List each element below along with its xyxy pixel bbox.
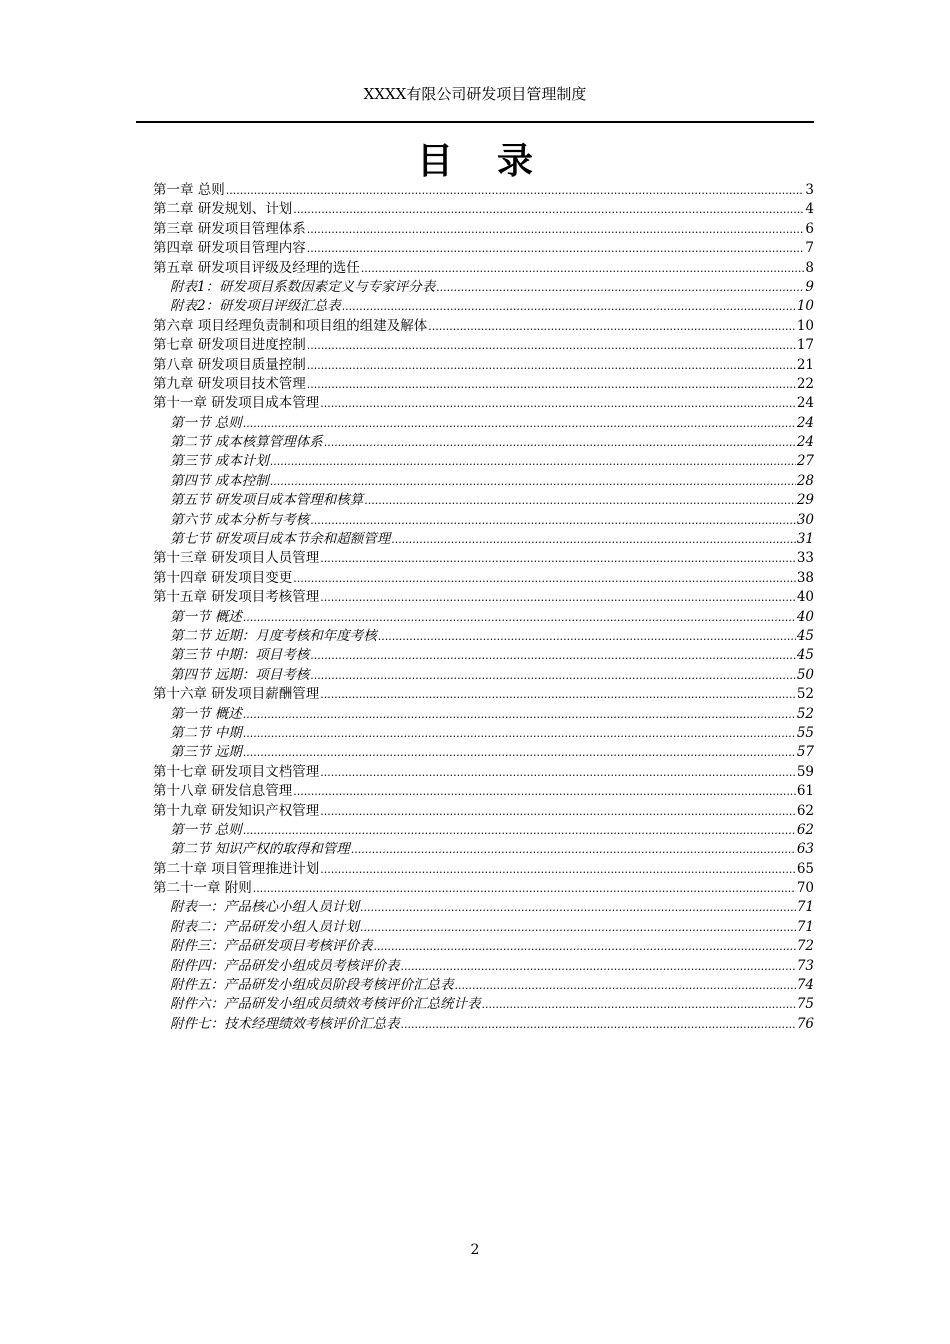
toc-entry-page: 70 <box>796 880 814 897</box>
toc-entry-page: 45 <box>796 627 814 644</box>
toc-entry-label: 第五章 研发项目评级及经理的选任 <box>153 259 360 276</box>
toc-entry[interactable] <box>153 957 814 976</box>
toc-entry-label: 第一节 总则 <box>170 821 242 838</box>
toc-leader-dots <box>391 530 796 549</box>
toc-leader-dots <box>293 200 804 219</box>
toc-leader-dots <box>320 860 796 879</box>
toc-entry-label: 第一节 概述 <box>170 608 242 625</box>
toc-entry-label: 附表1：研发项目系数因素定义与专家评分表 <box>170 278 436 295</box>
toc-entry[interactable] <box>153 356 814 375</box>
toc-leader-dots <box>428 317 796 336</box>
toc-entry[interactable] <box>153 259 814 278</box>
toc-entry[interactable] <box>153 181 814 200</box>
toc-entry-page: 38 <box>796 569 814 586</box>
toc-entry-page: 65 <box>796 860 814 877</box>
toc-leader-dots <box>293 782 796 801</box>
toc-entry-label: 第七节 研发项目成本节余和超额管理 <box>170 531 391 548</box>
toc-entry[interactable] <box>153 802 814 821</box>
toc-entry[interactable] <box>153 239 814 258</box>
toc-leader-dots <box>243 414 796 433</box>
toc-entry[interactable] <box>153 724 814 743</box>
toc-entry[interactable] <box>153 840 814 859</box>
toc-entry[interactable] <box>153 879 814 898</box>
toc-entry-page: 29 <box>796 492 814 509</box>
toc-entry-page: 4 <box>805 201 814 218</box>
toc-entry-page: 57 <box>796 744 814 761</box>
toc-title: 目录 <box>416 141 577 182</box>
toc-leader-dots <box>320 763 796 782</box>
toc-leader-dots <box>307 356 796 375</box>
toc-entry[interactable] <box>153 220 814 239</box>
toc-leader-dots <box>361 259 805 278</box>
toc-entry-page: 76 <box>796 1015 814 1032</box>
toc-entry-page: 50 <box>796 666 814 683</box>
toc-entry-page: 63 <box>796 841 814 858</box>
toc-entry-label: 附件五：产品研发小组成员阶段考核评价汇总表 <box>170 977 454 994</box>
toc-entry-page: 52 <box>796 705 814 722</box>
toc-entry[interactable] <box>153 200 814 219</box>
toc-entry-label: 第四节 远期：项目考核 <box>170 666 310 683</box>
toc-entry-page: 24 <box>796 414 814 431</box>
toc-entry-label: 第一章 总则 <box>153 182 225 198</box>
toc-entry-label: 第十四章 研发项目变更 <box>153 569 293 586</box>
toc-entry[interactable] <box>153 705 814 724</box>
toc-entry-page: 7 <box>805 240 814 257</box>
toc-entry[interactable] <box>153 394 814 413</box>
toc-entry-page: 62 <box>796 821 814 838</box>
toc-entry-label: 第十五章 研发项目考核管理 <box>153 589 320 606</box>
toc-entry[interactable] <box>153 976 814 995</box>
toc-leader-dots <box>307 336 796 355</box>
toc-entry-label: 第十八章 研发信息管理 <box>153 783 293 800</box>
toc-entry-page: 24 <box>796 395 814 412</box>
toc-entry-label: 附件四：产品研发小组成员考核评价表 <box>170 957 400 974</box>
toc-leader-dots <box>307 239 805 258</box>
toc-leader-dots <box>310 666 796 685</box>
toc-leader-dots <box>351 840 796 859</box>
toc-leader-dots <box>270 472 796 491</box>
toc-leader-dots <box>243 724 796 743</box>
toc-entry-label: 第二节 知识产权的取得和管理 <box>170 841 350 858</box>
toc-entry[interactable] <box>153 646 814 665</box>
toc-leader-dots <box>270 452 796 471</box>
toc-entry-page: 10 <box>796 298 814 315</box>
toc-entry-label: 第十七章 研发项目文档管理 <box>153 763 320 780</box>
toc-entry-page: 74 <box>796 977 814 994</box>
toc-entry-page: 17 <box>796 337 814 354</box>
toc-entry[interactable] <box>153 336 814 355</box>
toc-leader-dots <box>243 608 796 627</box>
toc-entry-page: 24 <box>796 434 814 451</box>
toc-leader-dots <box>401 1015 796 1034</box>
toc-leader-dots <box>307 220 805 239</box>
toc-entry[interactable] <box>153 666 814 685</box>
toc-entry[interactable] <box>153 452 814 471</box>
toc-entry[interactable] <box>153 918 814 937</box>
toc-entry-label: 第一节 概述 <box>170 705 242 722</box>
toc-entry-label: 附表一：产品核心小组人员计划 <box>170 899 359 916</box>
toc-entry-label: 第三章 研发项目管理体系 <box>153 220 306 237</box>
toc-leader-dots <box>360 898 796 917</box>
toc-entry-label: 第二节 中期 <box>170 724 242 741</box>
toc-entry[interactable] <box>153 821 814 840</box>
toc-entry-page: 27 <box>796 453 814 470</box>
toc-entry[interactable] <box>153 511 814 530</box>
toc-entry[interactable] <box>153 743 814 762</box>
toc-leader-dots <box>253 879 796 898</box>
toc-entry-page: 62 <box>796 802 814 819</box>
toc-entry-label: 第十一章 研发项目成本管理 <box>153 395 320 412</box>
toc-entry-label: 第十六章 研发项目薪酬管理 <box>153 686 320 703</box>
toc-leader-dots <box>320 685 796 704</box>
toc-entry-page: 31 <box>796 531 814 548</box>
toc-entry-label: 第六节 成本分析与考核 <box>170 511 310 528</box>
toc-entry-page: 52 <box>796 686 814 703</box>
toc-entry-label: 第三节 远期 <box>170 744 242 761</box>
page-number: 2 <box>470 1242 480 1258</box>
toc-leader-dots <box>455 976 796 995</box>
toc-leader-dots <box>374 937 796 956</box>
toc-entry-label: 第二十一章 附则 <box>153 880 252 897</box>
toc-leader-dots <box>482 995 796 1014</box>
toc-entry-page: 71 <box>796 918 814 935</box>
toc-leader-dots <box>307 375 796 394</box>
toc-entry-label: 第六章 项目经理负责制和项目组的组建及解体 <box>153 317 428 334</box>
toc-entry-page: 3 <box>805 182 814 198</box>
toc-entry[interactable] <box>153 549 814 568</box>
toc-entry-label: 第二节 成本核算管理体系 <box>170 434 323 451</box>
toc-leader-dots <box>243 821 796 840</box>
page-header: XXXX有限公司研发项目管理制度 <box>363 85 587 103</box>
toc-entry-page: 10 <box>796 317 814 334</box>
toc-leader-dots <box>360 918 796 937</box>
toc-entry-page: 6 <box>805 220 814 237</box>
toc-entry-page: 55 <box>796 724 814 741</box>
toc-leader-dots <box>320 588 796 607</box>
toc-entry-page: 59 <box>796 763 814 780</box>
toc-leader-dots <box>364 491 796 510</box>
toc-leader-dots <box>320 549 796 568</box>
toc-leader-dots <box>401 957 796 976</box>
toc-entry[interactable] <box>153 685 814 704</box>
toc-leader-dots <box>226 181 805 200</box>
toc-entry[interactable] <box>153 530 814 549</box>
toc-leader-dots <box>324 433 796 452</box>
header-divider <box>136 121 814 123</box>
toc-entry-label: 第十九章 研发知识产权管理 <box>153 802 320 819</box>
toc-entry[interactable] <box>153 414 814 433</box>
toc-entry-label: 第十三章 研发项目人员管理 <box>153 550 320 567</box>
toc-leader-dots <box>342 297 796 316</box>
toc-entry-label: 第七章 研发项目进度控制 <box>153 337 306 354</box>
toc-entry[interactable] <box>153 472 814 491</box>
toc-entry[interactable] <box>153 433 814 452</box>
toc-entry[interactable] <box>153 317 814 336</box>
toc-entry[interactable] <box>153 937 814 956</box>
toc-entry-page: 8 <box>805 259 814 276</box>
toc-entry-page: 61 <box>796 783 814 800</box>
toc-entry[interactable] <box>153 297 814 316</box>
toc-leader-dots <box>310 646 796 665</box>
toc-entry-page: 40 <box>796 608 814 625</box>
toc-entry-label: 第五节 研发项目成本管理和核算 <box>170 492 364 509</box>
toc-leader-dots <box>320 802 796 821</box>
toc-entry-label: 第四节 成本控制 <box>170 472 269 489</box>
toc-entry-label: 第八章 研发项目质量控制 <box>153 356 306 373</box>
toc-leader-dots <box>320 394 796 413</box>
toc-entry-label: 附件三：产品研发项目考核评价表 <box>170 938 373 955</box>
toc-entry-label: 附件七：技术经理绩效考核评价汇总表 <box>170 1015 400 1032</box>
toc-entry-page: 33 <box>796 550 814 567</box>
toc-entry[interactable] <box>153 782 814 801</box>
toc-entry-page: 9 <box>805 278 814 295</box>
toc-leader-dots <box>378 627 796 646</box>
toc-entry-page: 21 <box>796 356 814 373</box>
table-of-contents <box>153 181 814 1034</box>
toc-entry[interactable] <box>153 763 814 782</box>
toc-entry-label: 附表二：产品研发小组人员计划 <box>170 918 359 935</box>
toc-leader-dots <box>243 705 796 724</box>
toc-entry[interactable] <box>153 860 814 879</box>
toc-leader-dots <box>293 569 796 588</box>
toc-entry[interactable] <box>153 569 814 588</box>
toc-entry[interactable] <box>153 491 814 510</box>
toc-entry[interactable] <box>153 898 814 917</box>
toc-entry[interactable] <box>153 608 814 627</box>
toc-entry[interactable] <box>153 588 814 607</box>
toc-entry-label: 第九章 研发项目技术管理 <box>153 375 306 392</box>
toc-entry[interactable] <box>153 1015 814 1034</box>
toc-leader-dots <box>436 278 804 297</box>
toc-entry-page: 45 <box>796 647 814 664</box>
toc-entry-page: 30 <box>796 511 814 528</box>
toc-entry-label: 第二十章 项目管理推进计划 <box>153 860 320 877</box>
toc-entry-page: 73 <box>796 957 814 974</box>
toc-entry[interactable] <box>153 278 814 297</box>
toc-entry-label: 附表2：研发项目评级汇总表 <box>170 298 341 315</box>
toc-entry[interactable] <box>153 627 814 646</box>
toc-leader-dots <box>310 511 796 530</box>
toc-entry-page: 75 <box>796 996 814 1013</box>
toc-entry-page: 22 <box>796 375 814 392</box>
toc-entry-label: 第三节 成本计划 <box>170 453 269 470</box>
toc-entry-label: 第二节 近期：月度考核和年度考核 <box>170 627 377 644</box>
toc-entry-label: 附件六：产品研发小组成员绩效考核评价汇总统计表 <box>170 996 481 1013</box>
toc-entry[interactable] <box>153 375 814 394</box>
toc-entry-page: 71 <box>796 899 814 916</box>
toc-entry-page: 72 <box>796 938 814 955</box>
toc-entry-page: 28 <box>796 472 814 489</box>
toc-entry-label: 第四章 研发项目管理内容 <box>153 240 306 257</box>
toc-entry-label: 第二章 研发规划、计划 <box>153 201 293 218</box>
toc-entry-label: 第一节 总则 <box>170 414 242 431</box>
toc-entry-label: 第三节 中期：项目考核 <box>170 647 310 664</box>
toc-leader-dots <box>243 743 796 762</box>
toc-entry-page: 40 <box>796 589 814 606</box>
toc-entry[interactable] <box>153 995 814 1014</box>
